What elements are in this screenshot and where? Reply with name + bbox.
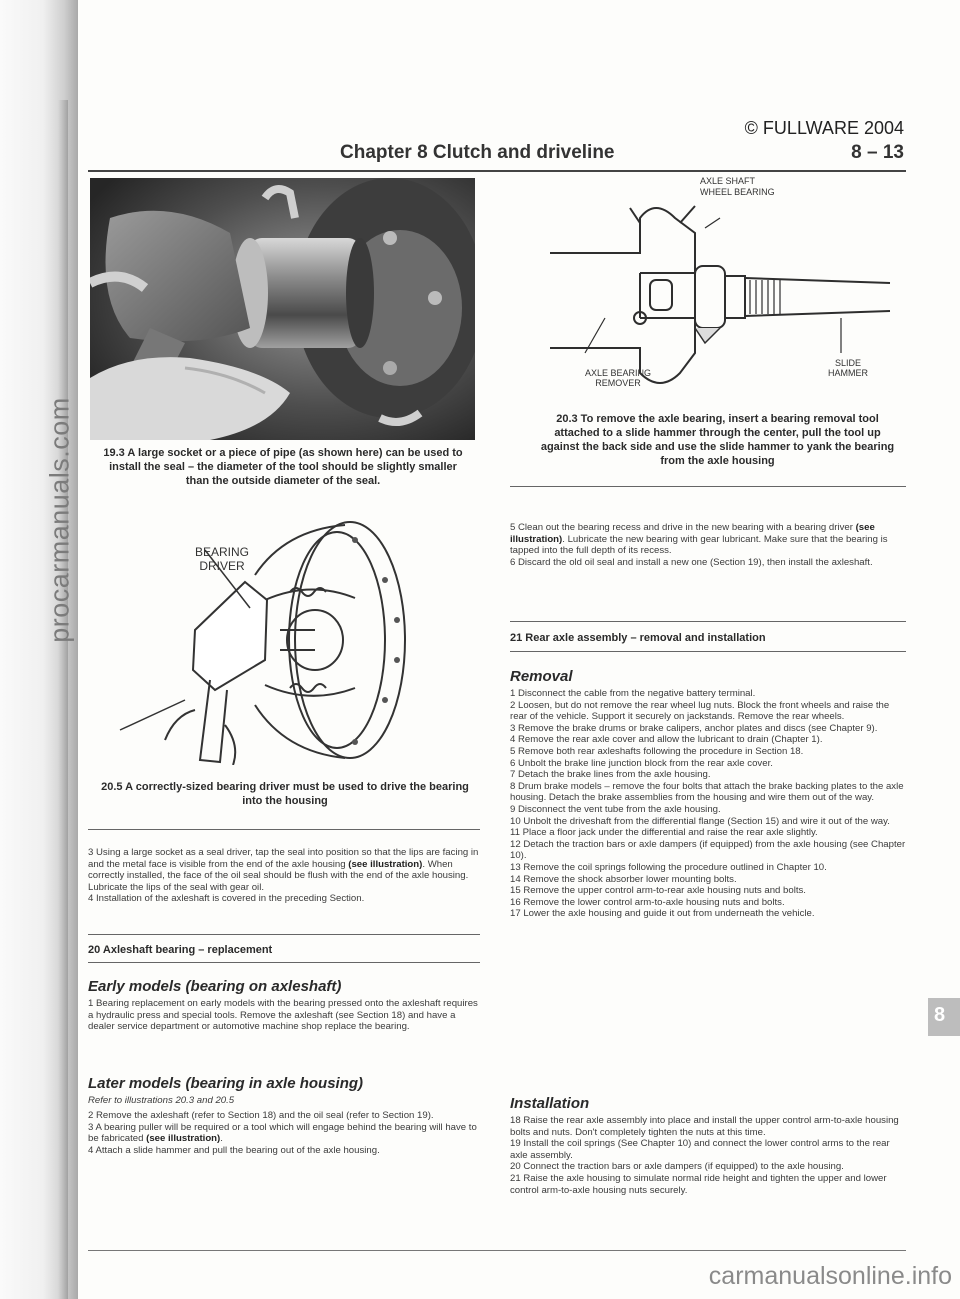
label-axle-bearing-remover: AXLE BEARING REMOVER — [585, 368, 652, 388]
installation-steps — [510, 1115, 906, 1196]
drawing-bearing-driver — [115, 520, 415, 765]
removal-step: 6 Unbolt the brake line junction block from the rear axle cover. — [510, 757, 773, 769]
installation-step: 19 Install the coil springs (See Chapter 10) and connect the lower control arms to the rear axle assembly. — [510, 1138, 890, 1161]
watermark-bottom: carmanualsonline.info — [708, 1262, 952, 1290]
label-bearing-driver: BEARING DRIVER — [194, 545, 249, 573]
removal-step: 15 Remove the upper control arm-to-rear axle housing nuts and bolts. — [510, 885, 806, 897]
rule-right-3 — [510, 651, 906, 652]
installation-step: 20 Connect the traction bars or axle dampers (if equipped) to the axle housing. — [510, 1161, 844, 1173]
chapter-tab: 8 — [928, 998, 960, 1036]
photo-socket-installing-seal — [90, 178, 475, 440]
removal-step: 2 Loosen, but do not remove the rear wheel lug nuts. Block the front wheels and raise the rear of the vehicle. Support it securely on jackstands. Remove the rear wheels. — [510, 699, 890, 723]
installation-step: 21 Raise the axle housing to simulate normal ride height and tighten the upper and lower control arm-to-axle housing nuts securely. — [510, 1172, 887, 1196]
header-rule — [88, 170, 906, 172]
watermark-left: procarmanuals.com — [44, 397, 75, 643]
removal-step: 16 Remove the lower control arm-to-axle housing nuts and bolts. — [510, 896, 785, 908]
label-axle-shaft-wheel-bearing: AXLE SHAFT WHEEL BEARING — [700, 176, 775, 197]
heading-installation: Installation — [510, 1095, 590, 1112]
removal-step: 11 Place a floor jack under the differential and raise the rear axle slightly. — [510, 827, 818, 839]
left-para-3: 3 Using a large socket as a seal driver, tap the seal into position so that the lips are facing in and the metal face is visible from the end of the axle housing (see illustration). When correctly installed, the face of the oil seal should be flush with the end of the axle housing. Lubricate the lips of the seal with gear oil. 4 Installation of the axleshaft is covered in the preceding Section. — [88, 847, 479, 905]
footer-rule — [88, 1250, 906, 1251]
caption-fig-19-3: 19.3 A large socket or a piece of pipe (as shown here) can be used to install the seal – the diameter of the tool should be slightly smaller than the outside diameter of the seal. — [103, 447, 463, 487]
caption-fig-20-5: 20.5 A correctly-sized bearing driver must be used to drive the bearing into the housing — [101, 781, 469, 807]
later-illustration-ref: Refer to illustrations 20.3 and 20.5 — [88, 1095, 235, 1106]
removal-step: 14 Remove the shock absorber lower mounting bolts. — [510, 873, 737, 885]
rule-left-1 — [88, 829, 480, 830]
rule-right-1 — [510, 486, 906, 487]
removal-step: 4 Remove the rear axle cover and allow the lubricant to drain (Chapter 1). — [510, 734, 823, 746]
removal-step: 7 Detach the brake lines from the axle housing. — [510, 769, 711, 781]
removal-step: 12 Detach the traction bars or axle dampers (if equipped) from the axle housing (see Chapter 10). — [510, 838, 906, 862]
rule-left-2 — [88, 934, 480, 935]
section-21-heading: 21 Rear axle assembly – removal and installation — [510, 632, 766, 644]
removal-step: 10 Unbolt the driveshaft from the differential flange (Section 15) and wire it out of the way. — [510, 815, 890, 827]
rule-left-3 — [88, 962, 480, 963]
removal-step: 3 Remove the brake drums or brake calipers, anchor plates and discs (see Chapter 9). — [510, 722, 878, 734]
page-number: 8 – 13 — [851, 142, 904, 163]
removal-steps — [510, 688, 906, 920]
removal-step: 13 Remove the coil springs following the procedure outlined in Chapter 10. — [510, 861, 827, 873]
removal-step: 5 Remove both rear axleshafts following the procedure in Section 18. — [510, 745, 804, 757]
chapter-title: Chapter 8 Clutch and driveline — [340, 142, 615, 163]
heading-later-models: Later models (bearing in axle housing) — [88, 1075, 364, 1092]
later-steps: 2 Remove the axleshaft (refer to Section 18) and the oil seal (refer to Section 19). 3 A bearing puller will be required or a tool which will engage behind the bearing will have to be fabricated (see illustration). 4 Attach a slide hammer and pull the bearing out of the axle housing. — [88, 1110, 477, 1156]
rule-right-2 — [510, 621, 906, 622]
right-para-5-6: 5 Clean out the bearing recess and drive in the new bearing with a bearing driver (see illustration). Lubricate the new bearing with gear lubricant. Make sure that the bearing is tapped into the full depth of its recess. 6 Discard the old oil seal and install a new one (Section 19), then install the axleshaft. — [510, 522, 888, 568]
caption-fig-20-3: 20.3 To remove the axle bearing, insert a bearing removal tool attached to a slide hammer through the center, pull the tool up against the back side and use the slide hammer to yank the bearing from the axle housing — [540, 413, 895, 467]
label-slide-hammer: SLIDE HAMMER — [828, 358, 868, 378]
installation-step: 18 Raise the rear axle assembly into place and install the upper control arm-to-axle housing bolts and nuts. Don't completely tighten the nuts at this time. — [510, 1115, 899, 1138]
removal-step: 9 Disconnect the vent tube from the axle housing. — [510, 803, 721, 815]
heading-removal: Removal — [510, 668, 573, 685]
removal-step: 17 Lower the axle housing and guide it out from underneath the vehicle. — [510, 908, 815, 920]
section-20-heading: 20 Axleshaft bearing – replacement — [88, 944, 273, 956]
early-step-1: 1 Bearing replacement on early models with the bearing pressed onto the axleshaft requires a hydraulic press and special tools. Remove the axleshaft (see Section 18) and have a dealer service department or automotive machine shop replace the bearing. — [88, 998, 478, 1033]
removal-step: 1 Disconnect the cable from the negative battery terminal. — [510, 688, 756, 699]
copyright-notice: © FULLWARE 2004 — [744, 118, 904, 138]
removal-step: 8 Drum brake models – remove the four bolts that attach the brake backing plates to the axle housing. Detach the brake assemblies from the housing and wire them out of the way. — [510, 780, 904, 804]
heading-early-models: Early models (bearing on axleshaft) — [88, 978, 342, 995]
